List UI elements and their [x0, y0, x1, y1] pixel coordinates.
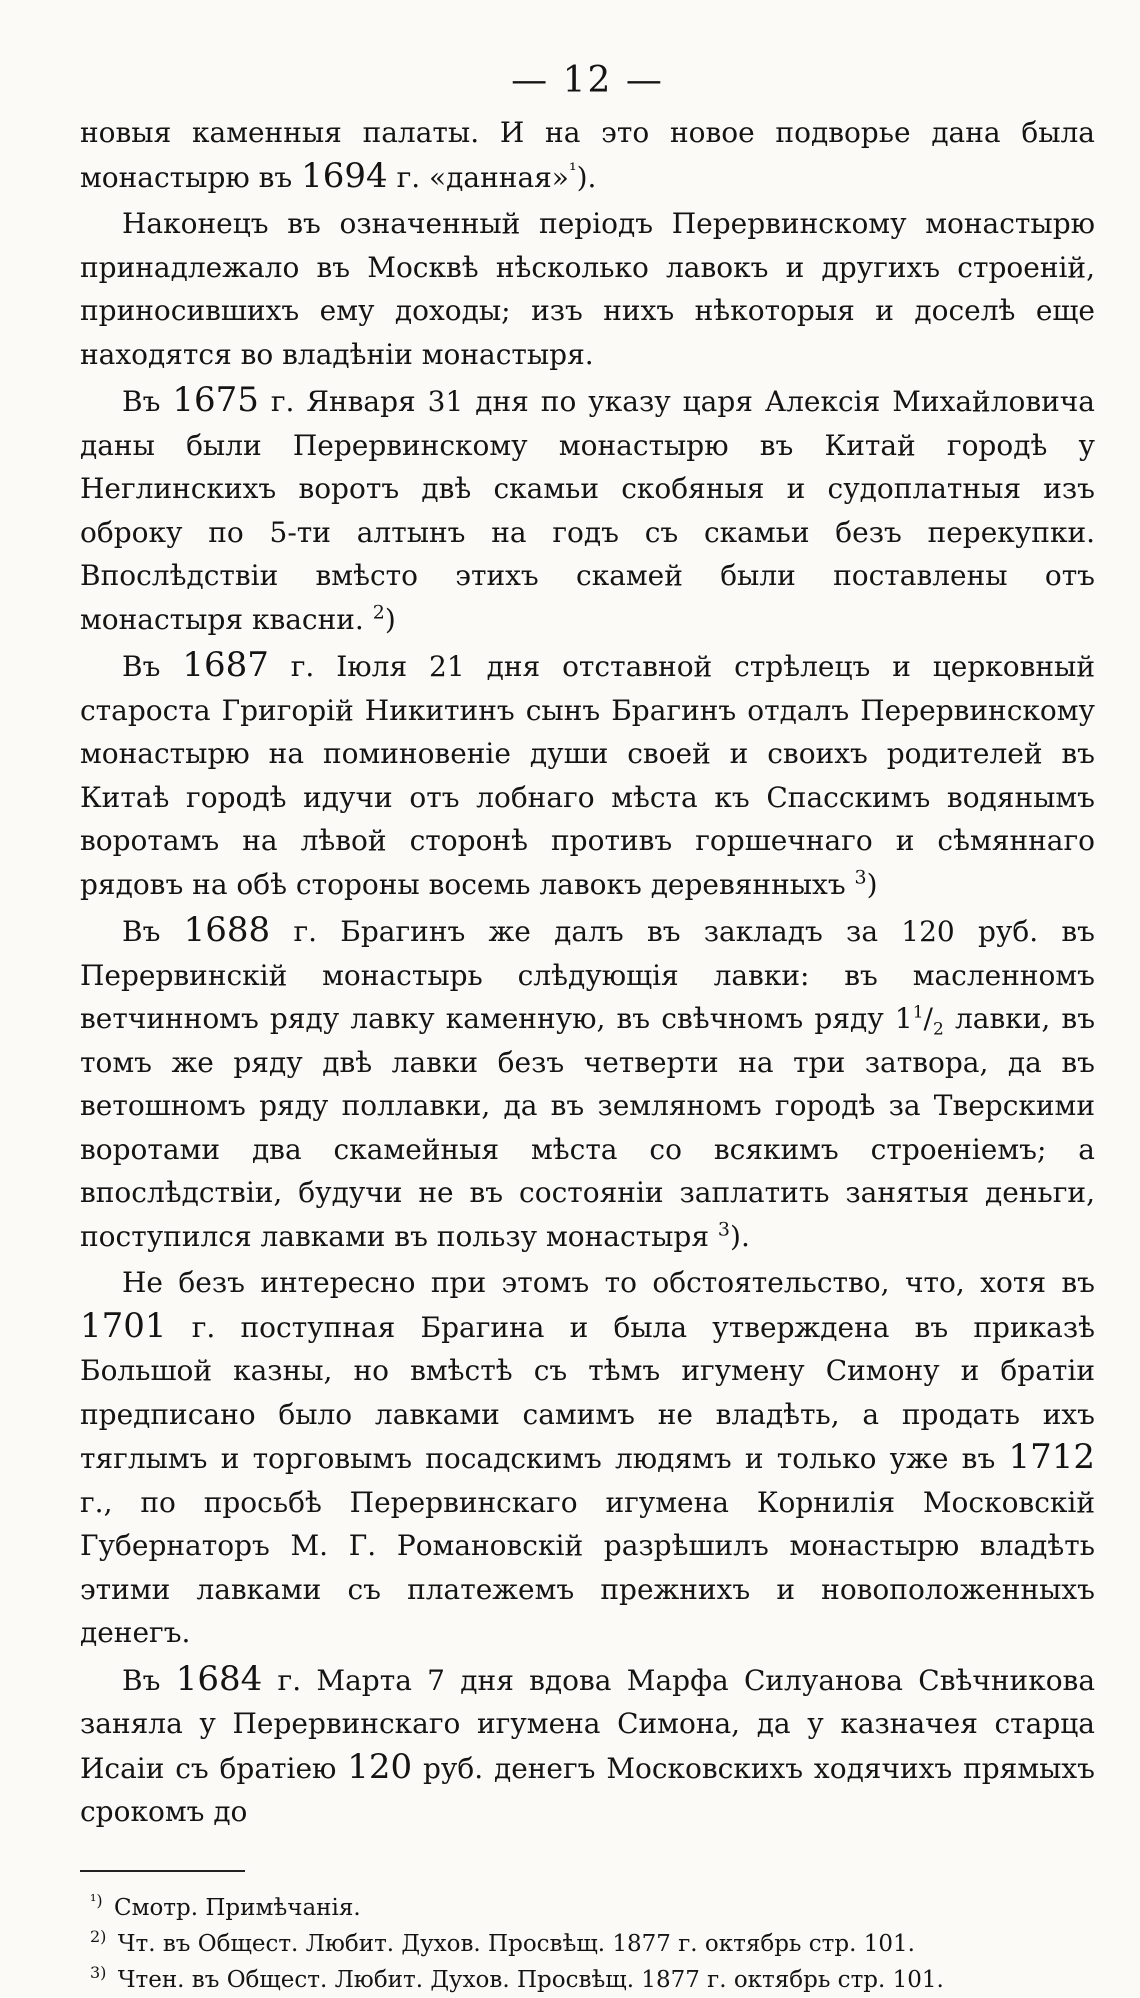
paragraph-4-year: 1687	[182, 645, 269, 685]
paragraph-5-text-d: ).	[730, 1219, 750, 1253]
paragraph-3-text-b: г. Января 31 дня по указу царя Алексія Михайловича даны были Перервинскому монастырю въ Китай городѣ у Неглинскихъ воротъ двѣ скамьи скобяныя и судоплатныя изъ оброку по 5-ти алтынъ на годъ съ скамьи безъ перекупки. Впослѣдствіи вмѣсто этихъ скамей были поставлены отъ монастыря квасни.	[80, 385, 1095, 636]
footnote-1-marker: ¹)	[90, 1890, 103, 1910]
footnote-2-text: Чт. въ Общест. Любит. Духов. Просвѣщ. 1877 г. октябрь стр. 101.	[117, 1930, 915, 1957]
footnote-3-marker: 3)	[90, 1962, 107, 1982]
paragraph-5-text-a: Въ	[122, 915, 161, 948]
paragraph-1-text-c: ).	[576, 160, 597, 194]
paragraph-2	[80, 202, 1095, 376]
fraction-separator: /	[923, 1002, 933, 1035]
paragraph-5	[80, 909, 1095, 1258]
fraction-denominator: 2	[932, 1019, 944, 1040]
paragraph-1-text-a: новыя каменныя палаты. И на это новое подворье дана была монастырю въ	[80, 116, 1095, 194]
paragraph-6	[80, 1261, 1095, 1655]
footnote-1	[90, 1890, 1095, 1926]
paragraph-7-text-a: Въ	[122, 1663, 161, 1697]
paragraph-3	[80, 379, 1095, 641]
paragraph-3-text-a: Въ	[122, 385, 161, 418]
paragraph-6-year-2: 1712	[1008, 1437, 1096, 1477]
footnote-divider	[80, 1870, 245, 1872]
paragraph-7	[80, 1658, 1095, 1834]
paragraph-4-text-b: г. Іюля 21 дня отставной стрѣлецъ и церковный староста Григорій Никитинъ сынъ Брагинъ отдалъ Перервинскому монастырю на поминовеніе души своей и своихъ родителей въ Китаѣ городѣ идучи отъ лобнаго мѣста къ Спасскимъ водянымъ воротамъ на лѣвой сторонѣ противъ горшечнаго и сѣмяннаго рядовъ на обѣ стороны восемь лавокъ деревянныхъ	[80, 650, 1096, 901]
paragraph-3-text-c: )	[384, 602, 396, 636]
paragraph-4	[80, 644, 1095, 906]
footnote-2-marker: 2)	[90, 1926, 107, 1946]
paragraph-6-year: 1701	[80, 1305, 167, 1346]
paragraph-1-year: 1694	[301, 155, 388, 196]
paragraph-1-text-b: г. «данная»	[396, 160, 569, 194]
fraction-whole: 1	[894, 1002, 913, 1035]
paragraph-6-text-b: г. поступная Брагина и была утверждена въ приказѣ Большой казны, но вмѣстѣ съ тѣмъ игумену Симону и братіи предписано было лавками самимъ не владѣть, а продать ихъ тяглымъ и торговымъ посадскимъ людямъ и только уже въ	[80, 1310, 1095, 1475]
paragraph-5-text-c: лавки, въ томъ же ряду двѣ лавки безъ четверти на три затвора, да въ ветошномъ ряду поллавки, да въ земляномъ городѣ за Тверскими воротами два скамейныя мѣста со всякимъ строеніемъ; а впослѣдствіи, будучи не въ состояніи заплатить занятыя деньги, поступился лавками въ пользу монастыря	[80, 1002, 1096, 1253]
paragraph-7-text-b: г. Марта 7 дня вдова Марфа Силуанова Свѣчникова заняла у Перервинскаго игумена Симона, да у казначея старца Исаіи съ братіею	[80, 1663, 1096, 1785]
footnote-ref-2[interactable]: 2	[372, 601, 385, 624]
footnote-1-text: Смотр. Примѣчанія.	[113, 1894, 361, 1921]
footnote-3	[90, 1962, 1095, 1998]
paragraph-6-text-a: Не безъ интересно при этомъ то обстоятельство, что, хотя въ	[122, 1266, 1095, 1299]
paragraph-7-amount: 120	[347, 1746, 413, 1787]
paragraph-5-text-b: г. Брагинъ же далъ въ закладъ за 120 руб. въ Перервинскій монастырь слѣдующія лавки: въ масленномъ ветчинномъ ряду лавку каменную, въ свѣчномъ ряду	[80, 915, 1095, 1035]
fraction-one-and-half	[894, 1002, 944, 1040]
paragraph-7-text-c: руб. денегъ Московскихъ ходячихъ прямыхъ срокомъ до	[80, 1751, 1095, 1828]
fraction-numerator: 1	[912, 1002, 924, 1023]
page-number: — 12 —	[511, 60, 664, 101]
book-page	[80, 60, 1095, 1998]
paragraph-3-year: 1675	[172, 380, 259, 420]
paragraph-5-year: 1688	[183, 910, 271, 950]
paragraph-6-text-c: г., по просьбѣ Перервинскаго игумена Корнилія Московскій Губернаторъ М. Г. Романовскій разрѣшилъ монастырю владѣть этими лавками съ платежемъ прежнихъ и новоположенныхъ денегъ.	[80, 1485, 1095, 1649]
paragraph-7-year: 1684	[175, 1658, 263, 1699]
footnote-ref-3b[interactable]: 3	[717, 1218, 731, 1241]
paragraph-4-text-c: )	[866, 867, 878, 901]
paragraph-1	[80, 111, 1095, 199]
footnote-ref-1[interactable]: ¹	[568, 159, 577, 182]
footnote-ref-3a[interactable]: 3	[854, 866, 867, 889]
paragraph-4-text-a: Въ	[122, 650, 161, 683]
footnote-2	[90, 1926, 1095, 1962]
footnote-3-text: Чтен. въ Общест. Любит. Духов. Просвѣщ. 1877 г. октябрь стр. 101.	[117, 1966, 944, 1993]
paragraph-2-text-a: Наконецъ въ означенный періодъ Перервинскому монастырю принадлежало въ Москвѣ нѣсколько лавокъ и другихъ строеній, приносившихъ ему доходы; изъ нихъ нѣкоторыя и доселѣ еще находятся во владѣніи монастыря.	[80, 207, 1095, 371]
